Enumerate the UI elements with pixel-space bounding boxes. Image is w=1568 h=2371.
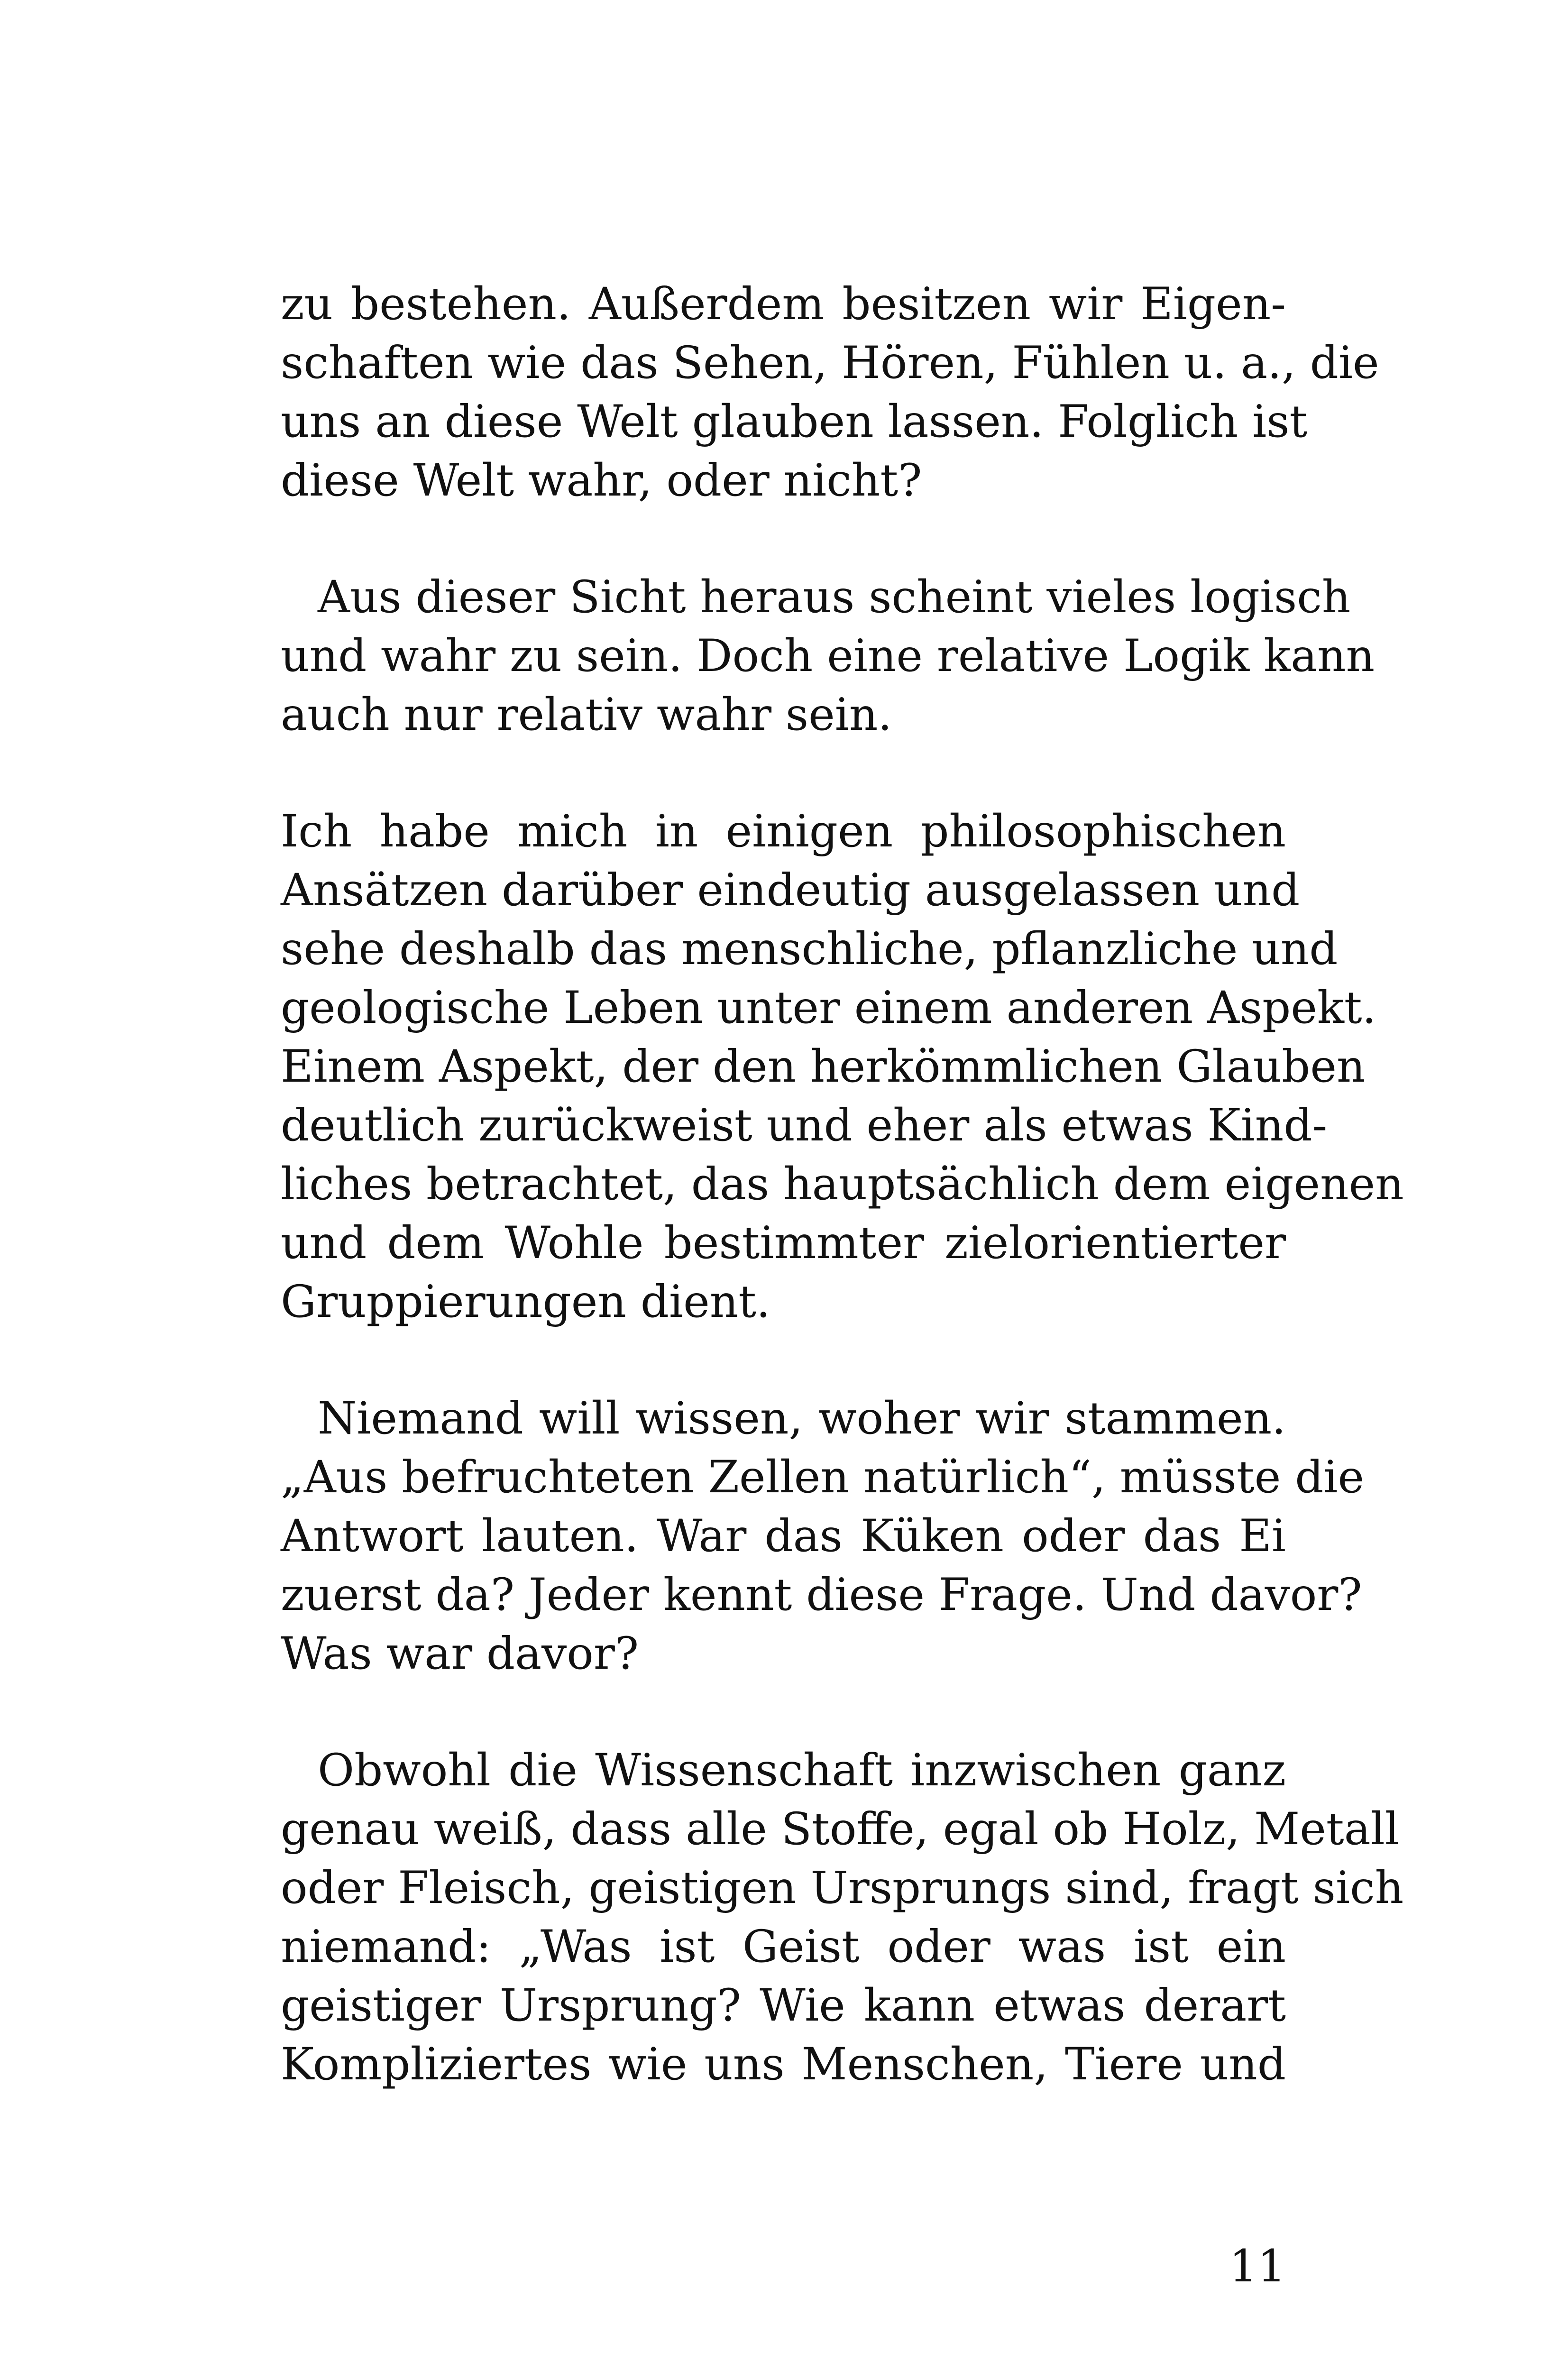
text-line: Was war davor?	[281, 1628, 639, 1680]
text-line: diese Welt wahr, oder nicht?	[281, 455, 922, 506]
text-line: deutlich zurückweist und eher als etwas Kind-	[281, 1100, 1328, 1151]
text-line: geistiger Ursprung? Wie kann etwas derart	[281, 1980, 1286, 2031]
text-line: genau weiß, dass alle Stoffe, egal ob Holz, Metall	[281, 1803, 1399, 1855]
text-line: und wahr zu sein. Doch eine relative Logik kann	[281, 630, 1375, 682]
text-line: liches betrachtet, das hauptsächlich dem eigenen	[281, 1158, 1404, 1210]
page-number: 11	[1229, 2241, 1286, 2292]
paragraph-3	[281, 802, 1404, 1332]
text-line: geologische Leben unter einem anderen Aspekt.	[281, 982, 1376, 1034]
text-line: auch nur relativ wahr sein.	[281, 689, 892, 741]
text-line: Ansätzen darüber eindeutig ausgelassen und	[281, 864, 1300, 916]
text-line: Kompliziertes wie uns Menschen, Tiere und	[281, 2039, 1286, 2090]
text-line: uns an diese Welt glauben lassen. Folglich ist	[281, 396, 1308, 448]
text-line: zuerst da? Jeder kennt diese Frage. Und davor?	[281, 1569, 1362, 1621]
text-line: Aus dieser Sicht heraus scheint vieles logisch	[318, 571, 1351, 623]
paragraph-5	[281, 1741, 1404, 2094]
paragraph-2	[281, 568, 1375, 744]
text-line: oder Fleisch, geistigen Ursprungs sind, fragt sich	[281, 1862, 1404, 1914]
text-line: sehe deshalb das menschliche, pflanzliche und	[281, 923, 1338, 975]
body-text	[281, 275, 1404, 2094]
paragraph-4	[281, 1389, 1365, 1683]
text-line: zu bestehen. Außerdem besitzen wir Eigen-	[281, 278, 1286, 330]
text-line: „Aus befruchteten Zellen natürlich“, müsste die	[281, 1452, 1365, 1503]
text-line: schaften wie das Sehen, Hören, Fühlen u. a., die	[281, 337, 1379, 389]
text-line: Ich habe mich in einigen philosophischen	[281, 806, 1286, 857]
text-line: Niemand will wissen, woher wir stammen.	[318, 1393, 1286, 1444]
text-line: und dem Wohle bestimmter zielorientierter	[281, 1217, 1286, 1269]
text-line: Obwohl die Wissenschaft inzwischen ganz	[318, 1745, 1286, 1796]
text-line: Gruppierungen dient.	[281, 1276, 770, 1328]
text-line: Einem Aspekt, der den herkömmlichen Glauben	[281, 1041, 1366, 1093]
paragraph-1	[281, 275, 1379, 510]
text-line: niemand: „Was ist Geist oder was ist ein	[281, 1921, 1286, 1973]
text-line: Antwort lauten. War das Küken oder das Ei	[281, 1510, 1286, 1562]
